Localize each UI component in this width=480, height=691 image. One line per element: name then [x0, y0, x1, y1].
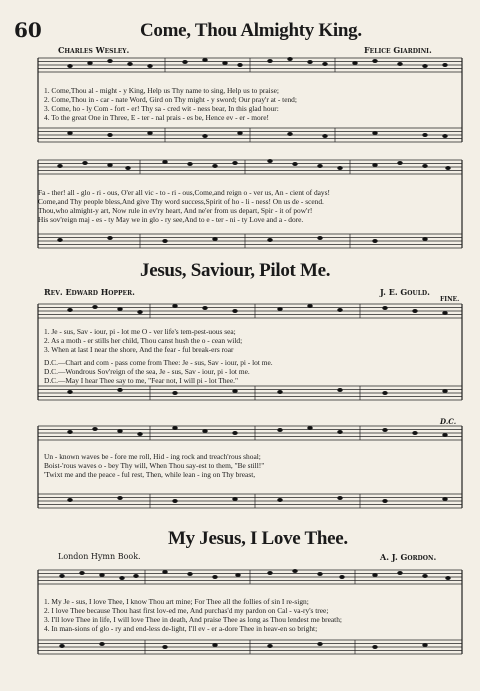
fine-mark: FINE.	[440, 296, 460, 303]
hymn-1-verses-top	[44, 86, 462, 122]
verse-line: 4. In man-sions of glo - ry and end-less de-light, I'll ev - er a-dore Thee in heav-en so bright;	[44, 624, 318, 633]
hymn-1-verses-bottom	[38, 188, 462, 224]
hymn-composer-1: Felice Giardini.	[364, 45, 432, 55]
verse-line: Un - known waves be - fore me roll, Hid - ing rock and treach'rous shoal;	[44, 452, 261, 461]
verse-line: Thou,who almight-y art, Now rule in ev'ry heart, And ne'er from us depart, Spir - it of pow'r!	[38, 206, 313, 215]
hymn-2-dc-lines	[44, 358, 462, 385]
verse-line: His sov'reign maj - es - ty May we in glo - ry see,And to e - ter - ni - ty Love and a - dore.	[38, 215, 304, 224]
hymn-composer-2: J. E. Gould.	[380, 287, 430, 297]
hymn-2-verses-bottom	[44, 452, 462, 479]
page-number: 60	[14, 18, 42, 42]
verse-line: 3. I'll love Thee in life, I will love Thee in death, And praise Thee as long as Thou lendest me breath;	[44, 615, 342, 624]
dc-line: D.C.—May I hear Thee say to me, "Fear not, I will pi - lot Thee."	[44, 376, 238, 385]
verse-line: Fa - ther! all - glo - ri - ous, O'er all vic - to - ri - ous,Come,and reign o - ver us, An - cient of days!	[38, 188, 330, 197]
hymn-author-1: Charles Wesley.	[58, 45, 130, 55]
verse-line: 2. Come,Thou in - car - nate Word, Gird on Thy might - y sword; Our pray'r at - tend;	[44, 95, 297, 104]
hymn-author-2: Rev. Edward Hopper.	[44, 287, 135, 297]
hymn-author-3: London Hymn Book.	[58, 552, 141, 561]
verse-line: 'Twixt me and the peace - ful rest, Then, while lean - ing on Thy breast,	[44, 470, 256, 479]
da-capo-mark: D.C.	[440, 417, 457, 426]
hymn-3-verses-top	[44, 597, 462, 633]
verse-line: 1. Je - sus, Sav - iour, pi - lot me O - ver life's tem-pest-uous sea;	[44, 327, 236, 336]
verse-line: Boist-'rous waves o - bey Thy will, When Thou say-est to them, "Be still!"	[44, 461, 265, 470]
dc-line: D.C.—Wondrous Sov'reign of the sea, Je - sus, Sav - iour, pi - lot me.	[44, 367, 250, 376]
verse-line: 1. My Je - sus, I love Thee, I know Thou art mine; For Thee all the follies of sin I re-sign;	[44, 597, 309, 606]
verse-line: 1. Come,Thou al - might - y King, Help us Thy name to sing, Help us to praise;	[44, 86, 279, 95]
hymn-2-verses-top	[44, 327, 462, 354]
verse-line: 2. I love Thee because Thou hast first lov-ed me, And purchas'd my pardon on Cal - va-ry's tree;	[44, 606, 329, 615]
verse-line: 3. When at last I near the shore, And the fear - ful break-ers roar	[44, 345, 234, 354]
hymn-title-3: My Jesus, I Love Thee.	[168, 528, 348, 549]
verse-line: 2. As a moth - er stills her child, Thou canst hush the o - cean wild;	[44, 336, 243, 345]
verse-line: Come,and Thy people bless,And give Thy word success,Spirit of ho - li - ness! On us de - scend.	[38, 197, 324, 206]
dc-line: D.C.—Chart and com - pass come from Thee: Je - sus, Sav - iour, pi - lot me.	[44, 358, 273, 367]
verse-line: 3. Come, ho - ly Com - fort - er! Thy sa - cred wit - ness bear, In this glad hour:	[44, 104, 279, 113]
hymn-title-2: Jesus, Saviour, Pilot Me.	[140, 260, 331, 281]
hymn-composer-3: A. J. Gordon.	[380, 552, 437, 562]
verse-line: 4. To the great One in Three, E - ter - nal prais - es be, Hence ev - er - more!	[44, 113, 269, 122]
hymn-title-1: Come, Thou Almighty King.	[140, 20, 362, 41]
